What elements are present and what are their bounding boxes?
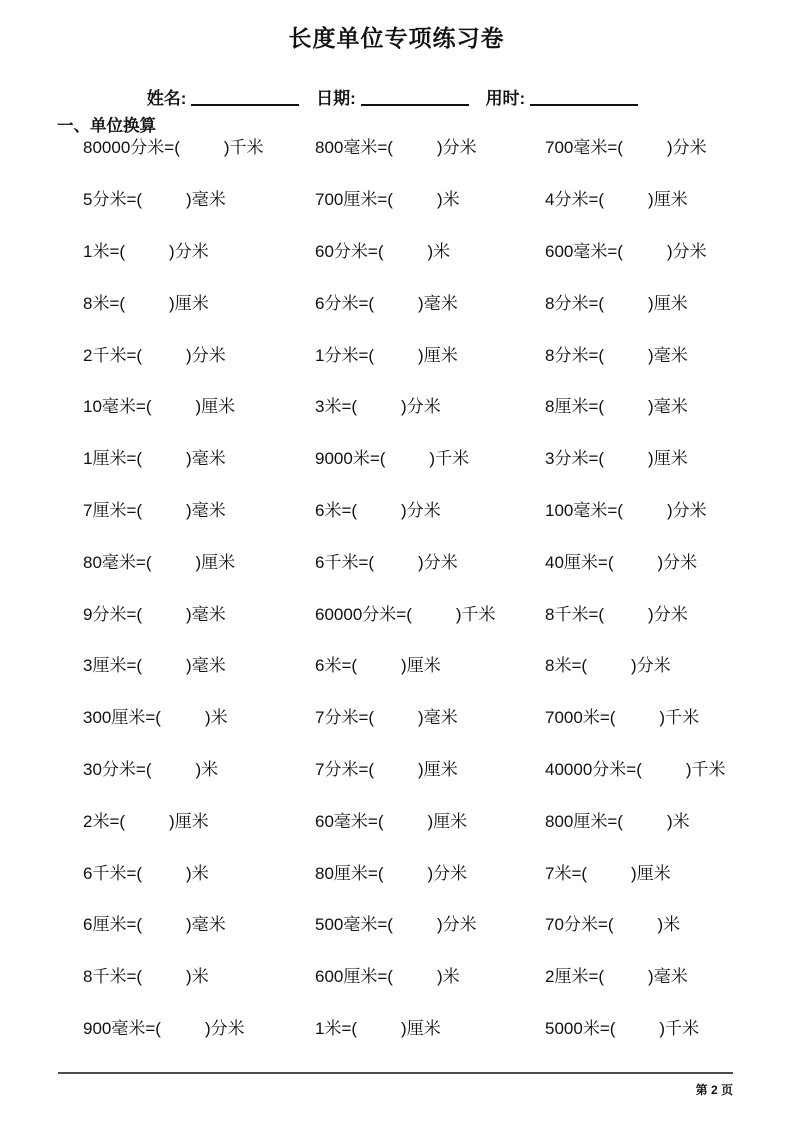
answer-blank	[587, 878, 631, 879]
problem-item	[315, 703, 545, 728]
problem-item	[545, 1014, 785, 1039]
problem-suffix: )千米	[223, 138, 264, 158]
problem-item	[83, 133, 315, 158]
problem-prefix: 1厘米=(	[83, 449, 143, 469]
problem-suffix: )厘米	[169, 811, 209, 831]
answer-blank	[384, 826, 428, 827]
problem-prefix: 500毫米=(	[315, 915, 393, 935]
problem-suffix: )毫米	[186, 500, 226, 520]
answer-blank	[374, 567, 418, 568]
problem-suffix: )毫米	[648, 967, 688, 987]
problem-suffix: )千米	[429, 449, 470, 469]
problem-prefix: 70分米=(	[545, 915, 614, 935]
answer-blank	[604, 619, 648, 620]
problem-suffix: )厘米	[648, 449, 688, 469]
problem-suffix: )米	[186, 863, 209, 883]
answer-blank	[615, 722, 659, 723]
answer-blank	[393, 204, 437, 205]
answer-blank	[614, 929, 658, 930]
problem-item	[545, 600, 785, 625]
problem-suffix: )分米	[631, 656, 671, 676]
problem-suffix: )分米	[666, 500, 707, 520]
problem-suffix: )厘米	[401, 656, 441, 676]
problem-item	[315, 185, 545, 210]
answer-blank	[393, 152, 437, 153]
problem-item	[83, 807, 315, 832]
header-fields	[0, 84, 793, 109]
answer-blank	[604, 463, 648, 464]
problems-grid	[83, 120, 785, 1052]
problem-prefix: 6厘米=(	[83, 915, 143, 935]
problem-suffix: )厘米	[648, 293, 688, 313]
problem-suffix: )毫米	[186, 604, 226, 624]
problem-item	[315, 548, 545, 573]
answer-blank	[393, 929, 437, 930]
problem-prefix: 8千米=(	[545, 604, 605, 624]
problem-item	[83, 755, 315, 780]
answer-blank	[604, 204, 648, 205]
answer-blank	[161, 1033, 205, 1034]
problem-item	[83, 962, 315, 987]
problem-suffix: )毫米	[418, 293, 458, 313]
name-blank-line	[191, 90, 299, 106]
problem-prefix: 5000米=(	[545, 1018, 616, 1038]
problem-item	[545, 651, 785, 676]
problem-suffix: )米	[186, 967, 209, 987]
page-title: 长度单位专项练习卷	[288, 25, 505, 51]
problem-prefix: 6米=(	[315, 656, 358, 676]
problem-item	[83, 651, 315, 676]
problem-prefix: 2千米=(	[83, 345, 143, 365]
time-field	[486, 89, 647, 108]
answer-blank	[161, 722, 205, 723]
answer-blank	[357, 515, 401, 516]
problem-prefix: 800毫米=(	[315, 138, 393, 158]
problem-prefix: 3分米=(	[545, 449, 605, 469]
problem-item	[545, 133, 785, 158]
answer-blank	[142, 204, 186, 205]
problem-suffix: )米	[204, 708, 228, 728]
problem-item	[545, 703, 785, 728]
problem-prefix: 700毫米=(	[545, 138, 623, 158]
date-field	[316, 89, 477, 108]
answer-blank	[604, 360, 648, 361]
problem-item	[545, 289, 785, 314]
problem-item	[545, 859, 785, 884]
problem-prefix: 7分米=(	[315, 708, 375, 728]
problem-item	[83, 444, 315, 469]
name-label: 姓名:	[146, 89, 187, 108]
problem-item	[83, 185, 315, 210]
problem-suffix: )米	[436, 967, 460, 987]
answer-blank	[142, 515, 186, 516]
problem-item	[315, 496, 545, 521]
problem-prefix: 6分米=(	[315, 293, 375, 313]
problem-item	[545, 496, 785, 521]
problem-item	[83, 237, 315, 262]
problem-suffix: )厘米	[195, 552, 236, 572]
answer-blank	[615, 1033, 659, 1034]
problem-item	[545, 910, 785, 935]
problem-item	[545, 185, 785, 210]
answer-blank	[374, 722, 418, 723]
answer-blank	[412, 619, 456, 620]
problem-prefix: 7分米=(	[315, 759, 375, 779]
answer-blank	[385, 463, 429, 464]
problem-prefix: 1米=(	[315, 1018, 358, 1038]
answer-blank	[125, 256, 169, 257]
problem-item	[315, 859, 545, 884]
problem-prefix: 8厘米=(	[545, 397, 605, 417]
problem-prefix: 5分米=(	[83, 190, 143, 210]
problem-suffix: )分米	[418, 552, 458, 572]
problem-item	[545, 444, 785, 469]
problem-suffix: )厘米	[418, 345, 458, 365]
problem-prefix: 30分米=(	[83, 759, 152, 779]
problem-suffix: )分米	[436, 915, 477, 935]
problem-item	[545, 807, 785, 832]
problem-item	[545, 962, 785, 987]
problem-prefix: 7米=(	[545, 863, 588, 883]
problem-suffix: )毫米	[648, 345, 688, 365]
section-heading: 一、单位换算	[57, 117, 156, 135]
problem-prefix: 7厘米=(	[83, 500, 143, 520]
problem-item	[83, 1014, 315, 1039]
problem-prefix: 2米=(	[83, 811, 126, 831]
problem-prefix: 80000分米=(	[83, 138, 180, 158]
problem-prefix: 8分米=(	[545, 345, 605, 365]
problem-prefix: 8米=(	[83, 293, 126, 313]
problem-suffix: )毫米	[418, 708, 458, 728]
problem-prefix: 700厘米=(	[315, 190, 393, 210]
problem-prefix: 7000米=(	[545, 708, 616, 728]
problem-prefix: 3厘米=(	[83, 656, 143, 676]
problem-item	[83, 496, 315, 521]
date-blank-line	[361, 90, 469, 106]
problem-item	[315, 755, 545, 780]
problem-suffix: )毫米	[186, 449, 226, 469]
problem-prefix: 40000分米=(	[545, 759, 642, 779]
page-number: 第 2 页	[695, 1083, 733, 1097]
problem-item	[83, 341, 315, 366]
answer-blank	[357, 1033, 401, 1034]
problem-suffix: )米	[195, 759, 219, 779]
answer-blank	[614, 567, 658, 568]
problem-prefix: 9000米=(	[315, 449, 386, 469]
problem-suffix: )厘米	[418, 759, 458, 779]
answer-blank	[623, 256, 667, 257]
problem-item	[545, 392, 785, 417]
problem-item	[83, 600, 315, 625]
answer-blank	[374, 308, 418, 309]
problem-suffix: )厘米	[401, 1018, 441, 1038]
answer-blank	[357, 411, 401, 412]
problem-prefix: 8千米=(	[83, 967, 143, 987]
problem-prefix: 60分米=(	[315, 241, 384, 261]
problem-prefix: 900毫米=(	[83, 1018, 161, 1038]
answer-blank	[642, 774, 686, 775]
answer-blank	[142, 670, 186, 671]
problem-suffix: )千米	[659, 708, 700, 728]
footer-divider	[58, 1072, 733, 1074]
problem-suffix: )厘米	[427, 811, 468, 831]
answer-blank	[393, 981, 437, 982]
problem-prefix: 10毫米=(	[83, 397, 152, 417]
answer-blank	[125, 826, 169, 827]
problem-item	[315, 600, 545, 625]
problem-prefix: 800厘米=(	[545, 811, 623, 831]
answer-blank	[604, 981, 648, 982]
problem-suffix: )分米	[401, 397, 441, 417]
problem-prefix: 600毫米=(	[545, 241, 623, 261]
answer-blank	[374, 360, 418, 361]
problem-suffix: )千米	[455, 604, 496, 624]
answer-blank	[357, 670, 401, 671]
answer-blank	[152, 411, 196, 412]
problem-suffix: )厘米	[631, 863, 671, 883]
problem-prefix: 8米=(	[545, 656, 588, 676]
answer-blank	[142, 981, 186, 982]
problem-prefix: 4分米=(	[545, 190, 605, 210]
problem-prefix: 6千米=(	[315, 552, 375, 572]
answer-blank	[384, 878, 428, 879]
answer-blank	[142, 360, 186, 361]
problem-suffix: )分米	[204, 1018, 245, 1038]
problem-suffix: )厘米	[648, 190, 688, 210]
problem-suffix: )米	[657, 915, 681, 935]
problem-item	[315, 341, 545, 366]
problem-item	[315, 289, 545, 314]
problem-item	[83, 289, 315, 314]
problem-suffix: )毫米	[648, 397, 688, 417]
problem-suffix: )分米	[666, 138, 707, 158]
answer-blank	[142, 463, 186, 464]
answer-blank	[623, 826, 667, 827]
problem-item	[315, 133, 545, 158]
answer-blank	[604, 411, 648, 412]
problem-item	[545, 341, 785, 366]
answer-blank	[384, 256, 428, 257]
problem-prefix: 100毫米=(	[545, 500, 623, 520]
problem-item	[83, 859, 315, 884]
problem-item	[315, 910, 545, 935]
problem-suffix: )分米	[427, 863, 468, 883]
problem-item	[545, 237, 785, 262]
date-label: 日期:	[316, 89, 356, 108]
problem-item	[315, 651, 545, 676]
problem-suffix: )米	[436, 190, 460, 210]
problem-suffix: )千米	[659, 1018, 700, 1038]
problem-item	[83, 703, 315, 728]
problem-prefix: 80厘米=(	[315, 863, 384, 883]
problem-prefix: 300厘米=(	[83, 708, 161, 728]
problem-item	[315, 807, 545, 832]
problem-item	[315, 1014, 545, 1039]
problem-suffix: )分米	[666, 241, 707, 261]
time-label: 用时:	[485, 89, 526, 108]
answer-blank	[152, 774, 196, 775]
problem-suffix: )分米	[401, 500, 441, 520]
name-field	[147, 89, 308, 108]
problem-prefix: 6米=(	[315, 500, 358, 520]
problem-item	[315, 392, 545, 417]
time-blank-line	[530, 90, 638, 106]
problem-prefix: 60毫米=(	[315, 811, 384, 831]
problem-prefix: 2厘米=(	[545, 967, 605, 987]
problem-suffix: )厘米	[169, 293, 209, 313]
problem-prefix: 80毫米=(	[83, 552, 152, 572]
problem-suffix: )米	[427, 241, 451, 261]
problem-suffix: )毫米	[186, 190, 226, 210]
problem-suffix: )厘米	[195, 397, 236, 417]
problem-item	[83, 548, 315, 573]
problem-suffix: )分米	[186, 345, 226, 365]
answer-blank	[604, 308, 648, 309]
problem-prefix: 1分米=(	[315, 345, 375, 365]
answer-blank	[374, 774, 418, 775]
problem-prefix: 600厘米=(	[315, 967, 393, 987]
answer-blank	[142, 619, 186, 620]
problem-item	[315, 444, 545, 469]
answer-blank	[152, 567, 196, 568]
problem-suffix: )分米	[169, 241, 209, 261]
problem-item	[83, 910, 315, 935]
problem-prefix: 9分米=(	[83, 604, 143, 624]
problem-item	[545, 548, 785, 573]
answer-blank	[623, 515, 667, 516]
problem-prefix: 8分米=(	[545, 293, 605, 313]
problem-item	[83, 392, 315, 417]
problem-suffix: )分米	[436, 138, 477, 158]
answer-blank	[142, 878, 186, 879]
problem-suffix: )分米	[648, 604, 688, 624]
problem-prefix: 60000分米=(	[315, 604, 412, 624]
problem-suffix: )毫米	[186, 915, 226, 935]
answer-blank	[587, 670, 631, 671]
problem-prefix: 1米=(	[83, 241, 126, 261]
answer-blank	[142, 929, 186, 930]
problem-suffix: )千米	[685, 759, 726, 779]
answer-blank	[125, 308, 169, 309]
problem-prefix: 40厘米=(	[545, 552, 614, 572]
problem-item	[545, 755, 785, 780]
answer-blank	[180, 152, 224, 153]
answer-blank	[623, 152, 667, 153]
problem-suffix: )分米	[657, 552, 698, 572]
problem-item	[315, 962, 545, 987]
problem-suffix: )毫米	[186, 656, 226, 676]
problem-prefix: 6千米=(	[83, 863, 143, 883]
problem-item	[315, 237, 545, 262]
problem-prefix: 3米=(	[315, 397, 358, 417]
problem-suffix: )米	[666, 811, 690, 831]
